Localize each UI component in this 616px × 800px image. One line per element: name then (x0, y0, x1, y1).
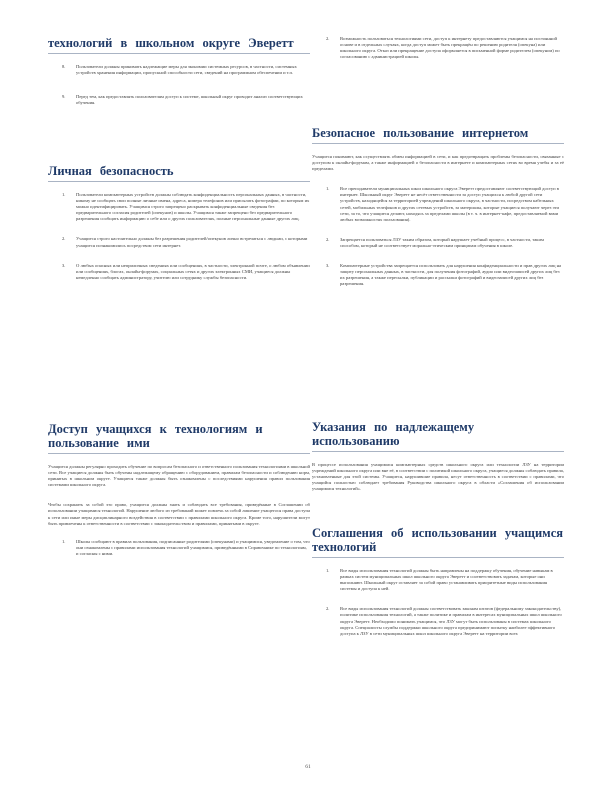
page-number: 61 (305, 764, 311, 770)
numbered-list (312, 36, 564, 60)
list-item: 3. Компьютерные устройства запрещается использовать для нарушения конфиденциальности и прав других лиц на защиту персональных данных, в частности, для получения фотографий, аудио или видеозаписей других лиц без их разрешения, а также пересылки, публикации и рассылки фотографий и видеозаписей других лиц без разрешения. (326, 263, 562, 287)
list-item: 9. Перед тем, как предоставлять пользователям доступ к системе, школьный округ проводит анализ соответствующих обучения. (62, 94, 303, 106)
paragraph: Учащиеся должны регулярно проходить обучение по вопросам безопасного и ответственного пользования технологиями в школьной сети. Все учащиеся должны быть обучены надлежащему обращению с оборудованием, правилам безопасности и соблюдению норм, принятых в школьном округе. Учащиеся также должны быть ознакомлены с последствиями нарушения правил пользования системами школьного округа. (48, 464, 310, 488)
section-heading: Безопасное пользование интернетом (312, 126, 529, 140)
list-item: 1. Все преподаватели муниципальных школ школьного округа Эверетт предоставляют соответствующий доступ в интернет. Школьный округ Эверетт не несёт ответственности за доступ учащихся к любой другой сети устройств, находящейся за территорией учреждений школьного округа, в частности, посредством кабельных сетей, мобильных телефонов и других сетевых устройств, за материалы, которые учащиеся получают через эти сети, за то, что учащиеся делают, находясь за пределами школы (в т. ч. в интернет-кафе, предоставляемой вами любых возможностях пользования). (326, 186, 560, 222)
list-item: 1. Пользователи компьютерных устройств должны соблюдать конфиденциальность персональных данных, в частности, никому не сообщать свои полные личные имена, адреса, номера телефонов или присылать фотографии, по которым их можно идентифицировать. Учащимся строго запрещено раскрывать конфиденциальные сведения без предварительного согласия родителей (опекунов) и школы. Учащимся также запрещено без предварительного разрешения сообщать информацию о себе или о других пользователях, полные персональные данные других лиц. (62, 192, 310, 222)
paragraph: Чтобы сохранить за собой это право, учащиеся должны знать и соблюдать все требования, приведённые в Соглашении об использовании учащимися технологий. Нарушение любого из требований может повлечь за собой лишение учащегося права доступа к сети или иные меры дисциплинарного воздействия в соответствии с правилами школьного округа. Кроме того, нарушители могут быть привлечены к ответственности в соответствии с законодательством и правилами, принятыми в округе. (48, 502, 310, 526)
section-heading: технологий в школьном округе Эверетт (48, 36, 294, 50)
heading-divider (48, 181, 310, 182)
heading-divider (312, 451, 564, 452)
section-heading: Соглашения об использовании учащимся технологий (312, 526, 564, 554)
numbered-list (48, 539, 310, 557)
section-proper-use (312, 420, 564, 500)
heading-divider (48, 453, 310, 454)
section-safe-internet (312, 126, 564, 287)
heading-divider (48, 53, 310, 54)
section-technology-agreements (312, 526, 564, 637)
section-technologies-continued (48, 36, 310, 106)
section-heading: Доступ учащихся к технологиям и пользование ими (48, 422, 263, 450)
section-access-continued (312, 36, 564, 60)
list-item: 2. Запрещается пользоваться ЛЗУ таким образом, который нарушает учебный процесс, в частности, таким способом, который не соответствует морально-этическим принципам обучения в школе. (326, 236, 544, 248)
section-student-access (48, 422, 310, 557)
list-item: 1. Все виды использования технологий должны быть направлены на поддержку обучения, обучение навыкам в рамках систем муниципальных школ школьного округа Эверетт и соответствовать задачам, которые они выполняют. Школьный округ оставляет за собой право устанавливать приоритетные виды использования системы и доступа к ней. (326, 568, 553, 592)
paragraph: В процессе использования учащимися компьютерных средств школьного округа или технологии ЛЗУ на территории учреждений школьного округа или вне её, в соответствии с политикой школьного округа, учащиеся должны соблюдать правила, установленные для этой системы. Учащиеся, нарушившие правила, несут ответственность в соответствии с правилами, что учащийся полностью соблюдает требования Руководства школьного округа в области «Соглашения об использовании учащимися технологий». (312, 462, 564, 492)
section-heading: Личная безопасность (48, 164, 174, 178)
paragraph: Учащиеся понимают, как осуществлять обмен информацией в сети, и как предотвращать проблемы безопасности, связанные с доступом к онлайн-форумам, а также информацией о безопасности в интернете и компьютерных сетях во время учебы и за её пределами. (312, 154, 564, 172)
numbered-list (48, 64, 310, 106)
section-heading: Указания по надлежащему использованию (312, 420, 475, 448)
section-personal-safety (48, 164, 310, 281)
numbered-list (48, 192, 310, 281)
list-item: 2. Учащиеся строго настоятельно должны без разрешения родителей/опекунов лично встречаться с людьми, с которыми учащиеся познакомились посредством сети интернет. (62, 236, 308, 248)
numbered-list (312, 186, 564, 287)
list-item: 2. Возможность пользоваться технологиями сети, доступ к интернету предоставляются учащимся на постоянной основе и в отдельных случаях, когда доступ может быть прекращён по решению родителя (опекуна) или школьного округа. Отказ или прекращение доступа оформляется в письменной форме родителем (опекуном) по согласованию с администрацией школы. (326, 36, 560, 60)
numbered-list (312, 568, 564, 637)
heading-divider (312, 557, 564, 558)
list-item: 3. О любых опасных или неприличных сведениях или сообщениях, в частности, электронной почте, о любом объявлении или сообщениях, блогах, онлайн-форумах, социальных сетях и других электронных СМИ, учащиеся должны немедленно сообщать администратору, учителю или сотруднику службы безопасности. (62, 262, 310, 280)
list-item: 2. Все виды использования технологий должны соответствовать законам штатов (федеральному законодательству), политике использования технологий, а также политике и правилам в интересах муниципальных школ школьного округа Эверетт. Необходимо понимать учащимся, что ЛЗУ могут быть использованы в системах школьного округа. Специалисты службы поддержки школьного округа предпринимают попытку наиболее эффективного доступа к ЛЗУ в сети муниципальных школ школьного округа Эверетт на территории всех (326, 606, 562, 636)
list-item: 8. Пользователи должны принимать надлежащие меры для экономии системных ресурсов, в частности, системных устройств хранения информации, пропускной способности сети, сведений на программном обеспечении и т.п. (62, 64, 297, 76)
heading-divider (312, 143, 564, 144)
list-item: 1. Школы сообщают в правила пользования, подписанные родителями (опекунами) и учащимися, уведомление о том, что они ознакомлены с правилами использования технологий учащимися, приведёнными в Справочнике по технологиям, и согласны с ними. (62, 538, 310, 556)
